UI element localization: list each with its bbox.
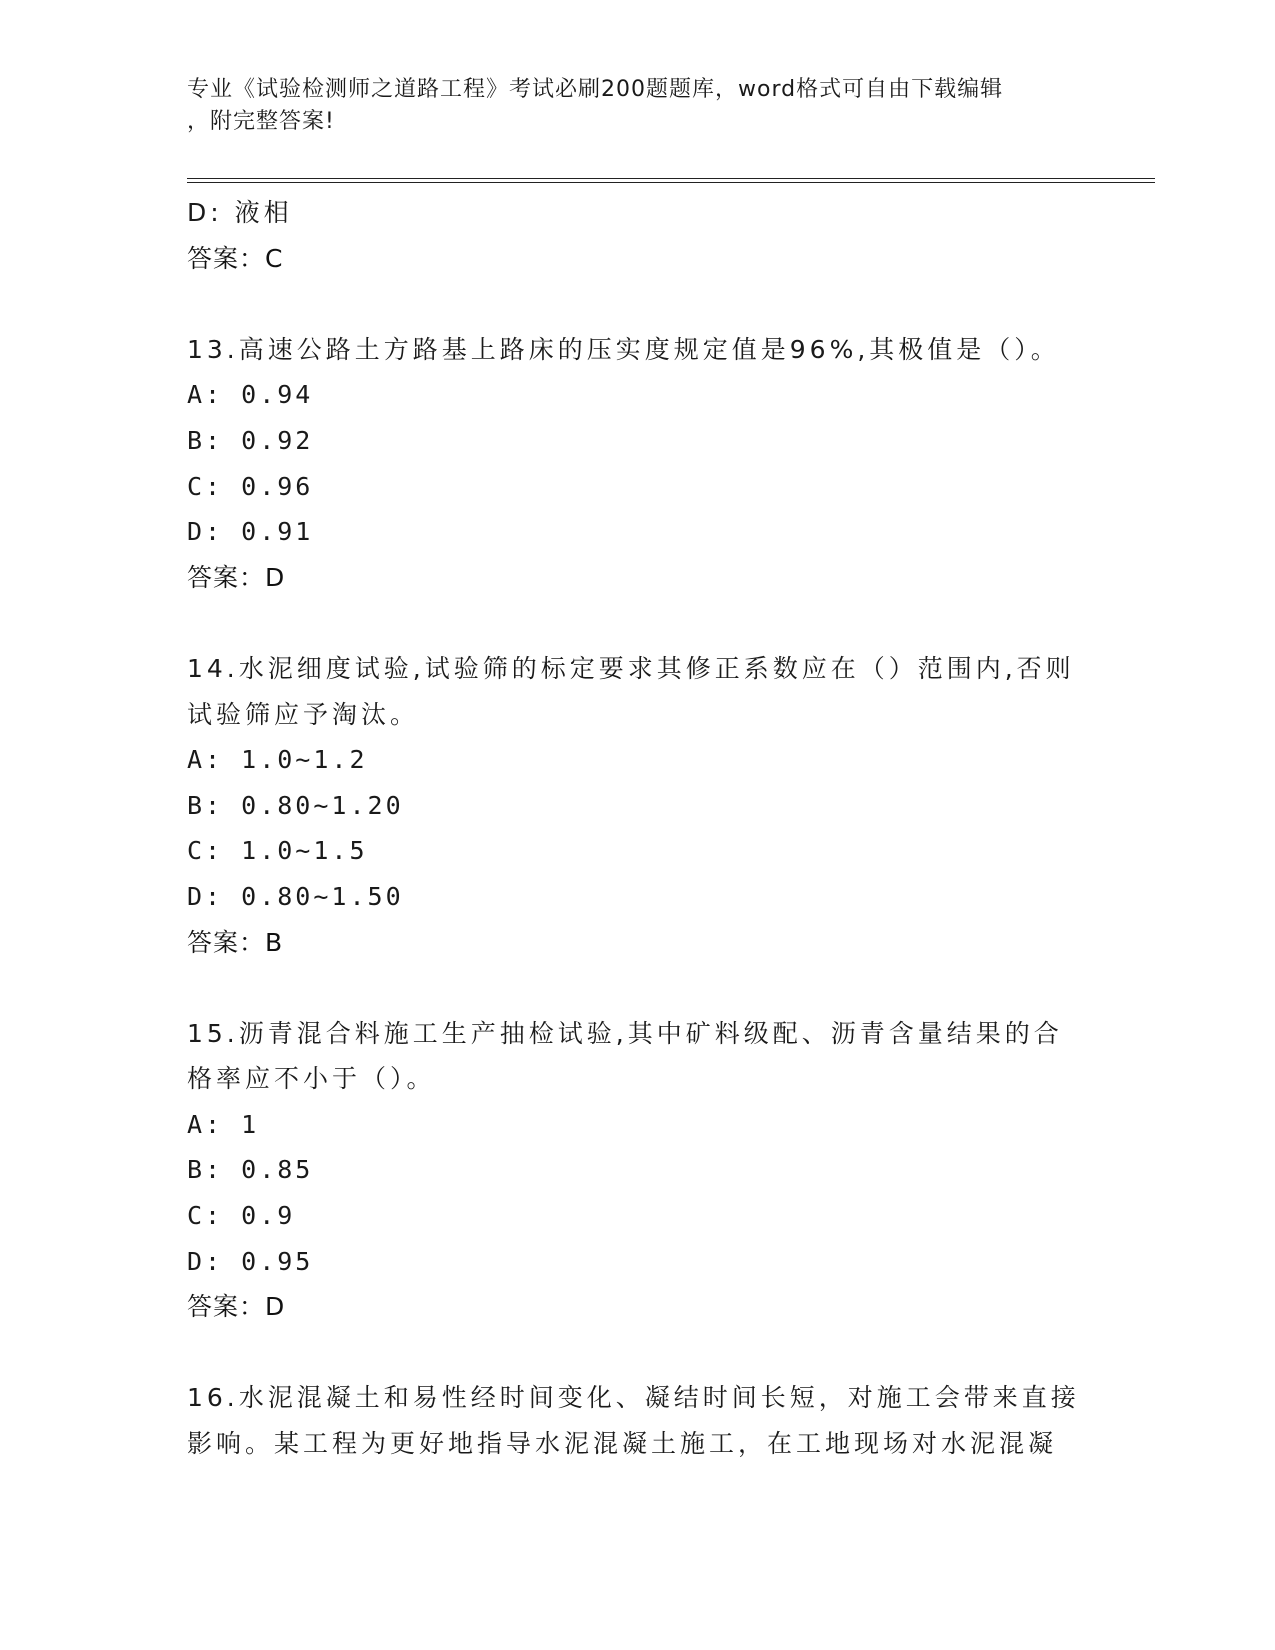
question-stem: 13.高速公路土方路基上路床的压实度规定值是96%,其极值是（）。 xyxy=(187,334,1060,364)
answer-line: 答案：D xyxy=(187,562,286,592)
question-16 xyxy=(187,1375,1087,1466)
header-title-line-1: 专业《试验检测师之道路工程》考试必刷200题题库，word格式可自由下载编辑 xyxy=(187,77,1004,102)
option-b: B: 0.92 xyxy=(187,425,314,455)
answer-line: 答案：C xyxy=(187,243,284,273)
question-14 xyxy=(187,646,1087,965)
question-15 xyxy=(187,1011,1087,1330)
question-13 xyxy=(187,327,1087,601)
question-stem-line-2: 影响。某工程为更好地指导水泥混凝土施工，在工地现场对水泥混凝 xyxy=(187,1429,1058,1459)
spacer xyxy=(187,1330,1087,1376)
answer-line: 答案：D xyxy=(187,1292,286,1322)
question-stem-line-2: 试验筛应予淘汰。 xyxy=(187,699,420,729)
question-stem-line-2: 格率应不小于（）。 xyxy=(187,1064,436,1094)
option-a: A: 1 xyxy=(187,1109,260,1139)
header-title-line-2: ，附完整答案! xyxy=(187,109,335,134)
answer-line: 答案：B xyxy=(187,927,284,957)
option-c: C: 1.0~1.5 xyxy=(187,836,368,866)
spacer xyxy=(187,600,1087,646)
question-stem-line-1: 16.水泥混凝土和易性经时间变化、凝结时间长短，对施工会带来直接 xyxy=(187,1383,1080,1413)
spacer xyxy=(187,965,1087,1011)
option-b: B: 0.80~1.20 xyxy=(187,790,404,820)
option-b: B: 0.85 xyxy=(187,1155,314,1185)
question-stem-line-1: 14.水泥细度试验,试验筛的标定要求其修正系数应在（）范围内,否则 xyxy=(187,653,1075,683)
spacer xyxy=(187,281,1087,327)
question-stem-line-1: 15.沥青混合料施工生产抽检试验,其中矿料级配、沥青含量结果的合 xyxy=(187,1018,1063,1048)
option-d: D: 液相 xyxy=(187,198,293,227)
option-d: D: 0.95 xyxy=(187,1246,314,1276)
option-d: D: 0.80~1.50 xyxy=(187,881,404,911)
option-a: A: 1.0~1.2 xyxy=(187,745,368,775)
option-c: C: 0.96 xyxy=(187,471,314,501)
option-c: C: 0.9 xyxy=(187,1201,296,1231)
header-double-rule xyxy=(187,178,1155,183)
option-a: A: 0.94 xyxy=(187,380,314,410)
document-body xyxy=(187,190,1087,1467)
document-header xyxy=(187,74,1087,138)
option-d: D: 0.91 xyxy=(187,517,314,547)
